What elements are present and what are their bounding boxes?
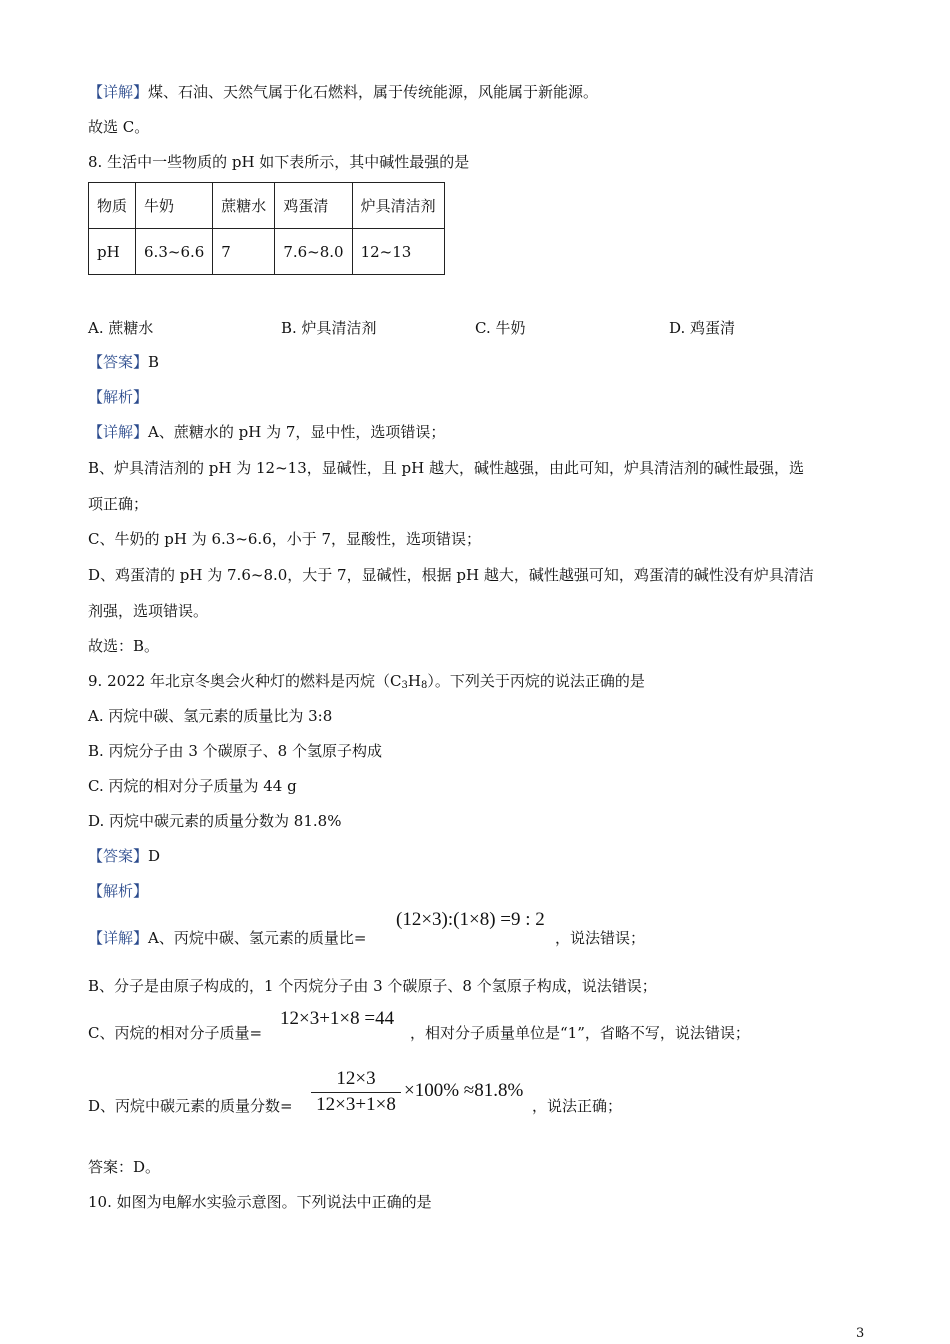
q8-answer <box>88 352 159 372</box>
q9-formula-molar-mass: 12×3+1×8 =44 <box>280 1008 395 1029</box>
q9-formula-percent: ×100% ≈81.8% <box>404 1080 524 1101</box>
q8-detail-b-cont: 项正确； <box>88 495 149 513</box>
fraction-numerator: 12×3 <box>336 1068 376 1089</box>
answer-value: B <box>148 353 160 371</box>
q9-detail-b: B、分子是由原子构成的，1 个丙烷分子由 3 个碳原子、8 个氢原子构成，说法错误； <box>88 977 657 995</box>
q9-detail-d-tail: ，说法正确； <box>532 1097 623 1115</box>
q8-analysis-tag: 【解析】 <box>88 388 149 406</box>
detail-text: A、蔗糖水的 pH 为 7，显中性，选项错误； <box>148 423 446 441</box>
detail-text: 煤、石油、天然气属于化石燃料，属于传统能源，风能属于新能源。 <box>148 83 599 101</box>
q9-analysis-tag: 【解析】 <box>88 882 149 900</box>
q9-detail-a-tail: ，说法错误； <box>555 929 646 947</box>
question-10-stem: 10. 如图为电解水实验示意图。下列说法中正确的是 <box>88 1193 432 1211</box>
table-cell: 7 <box>213 229 275 275</box>
table-header-cell: 牛奶 <box>136 183 213 229</box>
q8-conclusion: 故选：B。 <box>88 637 160 655</box>
q9-conclusion: 答案：D。 <box>88 1158 161 1176</box>
q8-detail-b: B、炉具清洁剂的 pH 为 12~13，显碱性，且 pH 越大，碱性越强，由此可知，炉具清洁剂的碱性最强，选 <box>88 459 804 477</box>
answer-tag: 【答案】 <box>88 353 149 371</box>
table-cell: 12~13 <box>352 229 444 275</box>
table-header-cell: 物质 <box>89 183 136 229</box>
q8-option-a: A. 蔗糖水 <box>88 319 154 337</box>
q8-detail-d: D、鸡蛋清的 pH 为 7.6~8.0，大于 7，显碱性，根据 pH 越大，碱性越强可知，鸡蛋清的碱性没有炉具清洁 <box>88 566 814 584</box>
q9-option-a: A. 丙烷中碳、氢元素的质量比为 3:8 <box>88 707 333 725</box>
detail-tag: 【详解】 <box>88 929 149 947</box>
q8-option-c: C. 牛奶 <box>475 319 526 337</box>
q9-answer <box>88 846 160 866</box>
table-header-cell: 蔗糖水 <box>213 183 275 229</box>
conclusion-q7: 故选 C。 <box>88 118 150 136</box>
q9-option-c: C. 丙烷的相对分子质量为 44 g <box>88 777 297 795</box>
page-number: 3 <box>856 1326 865 1341</box>
q9-option-d: D. 丙烷中碳元素的质量分数为 81.8% <box>88 812 342 830</box>
detail-tag: 【详解】 <box>88 423 149 441</box>
q8-option-b: B. 炉具清洁剂 <box>281 319 377 337</box>
fraction-bar <box>311 1092 401 1093</box>
fraction-denominator: 12×3+1×8 <box>316 1094 396 1115</box>
q8-detail-a <box>88 422 445 442</box>
detail-tag: 【详解】 <box>88 83 149 101</box>
q9-formula-mass-ratio: (12×3):(1×8) =9 : 2 <box>396 909 545 930</box>
q9-detail-d: D、丙烷中碳元素的质量分数= <box>88 1097 293 1115</box>
detail-line-q7 <box>88 82 598 102</box>
q9-option-b: B. 丙烷分子由 3 个碳原子、8 个氢原子构成 <box>88 742 382 760</box>
q9-detail-c: C、丙烷的相对分子质量= <box>88 1024 263 1042</box>
question-9-stem: 9. 2022 年北京冬奥会火种灯的燃料是丙烷$(C_3H_8)$。下列关于丙烷的说法正确的是 <box>88 672 645 691</box>
table-cell: 6.3~6.6 <box>136 229 213 275</box>
table-header-cell: 炉具清洁剂 <box>352 183 444 229</box>
answer-value: D <box>148 847 161 865</box>
q9-detail-c-tail: ，相对分子质量单位是“1”，省略不写，说法错误； <box>410 1024 750 1042</box>
table-row <box>89 229 445 275</box>
q8-option-d: D. 鸡蛋清 <box>669 319 736 337</box>
table-header-cell: 鸡蛋清 <box>275 183 352 229</box>
q8-detail-c: C、牛奶的 pH 为 6.3~6.6，小于 7，显酸性，选项错误； <box>88 530 482 548</box>
ph-table <box>88 182 445 275</box>
table-cell: pH <box>89 229 136 275</box>
question-8-stem: 8. 生活中一些物质的 pH 如下表所示，其中碱性最强的是 <box>88 153 470 171</box>
q9-detail-a: 【详解】A、丙烷中碳、氢元素的质量比= <box>88 929 367 947</box>
q8-detail-d-cont: 剂强，选项错误。 <box>88 602 209 620</box>
table-row <box>89 183 445 229</box>
q9-formula-fraction <box>311 1068 401 1120</box>
table-cell: 7.6~8.0 <box>275 229 352 275</box>
answer-tag: 【答案】 <box>88 847 149 865</box>
